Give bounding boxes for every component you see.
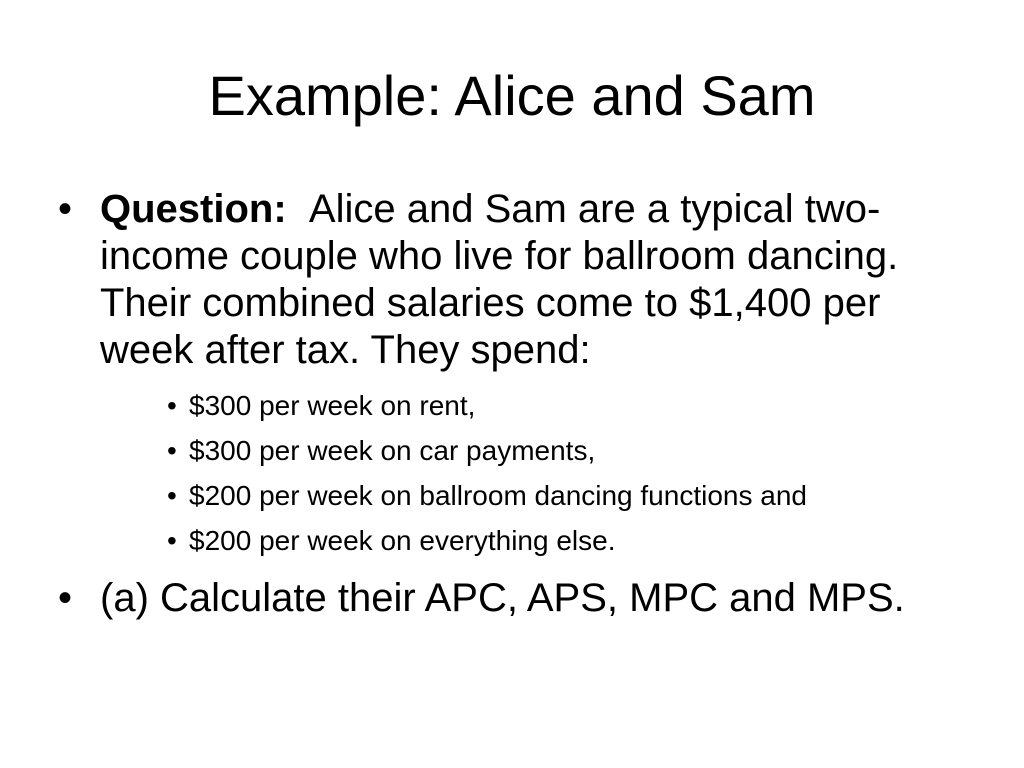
spending-item-other	[167, 524, 989, 569]
slide-title: Example: Alice and Sam	[208, 64, 816, 127]
spending-item-car	[167, 434, 989, 479]
spending-item-dancing	[167, 479, 989, 524]
spending-item-text: $300 per week on rent,	[189, 390, 476, 421]
spending-list	[167, 389, 989, 569]
question-bullet	[58, 186, 980, 374]
spending-item-text: $300 per week on car payments,	[189, 435, 596, 466]
part-a-bullet	[58, 575, 980, 622]
bullet-marker: •	[167, 435, 177, 466]
bullet-marker: •	[167, 525, 177, 556]
spending-item-text: $200 per week on ballroom dancing functions and	[189, 480, 807, 511]
question-text: Alice and Sam are a typical two-income couple who live for ballroom dancing. Their combined salaries come to $1,400 per week after tax. They spend:	[100, 187, 899, 372]
bullet-marker: •	[167, 480, 177, 511]
spending-item-rent	[167, 389, 989, 434]
bullet-marker: •	[167, 390, 177, 421]
bullet-marker: •	[58, 576, 73, 620]
spending-item-text: $200 per week on everything else.	[189, 525, 616, 556]
bullet-marker: •	[58, 187, 73, 231]
question-label: Question:	[100, 187, 287, 231]
part-a-text: (a) Calculate their APC, APS, MPC and MPS.	[100, 576, 905, 620]
